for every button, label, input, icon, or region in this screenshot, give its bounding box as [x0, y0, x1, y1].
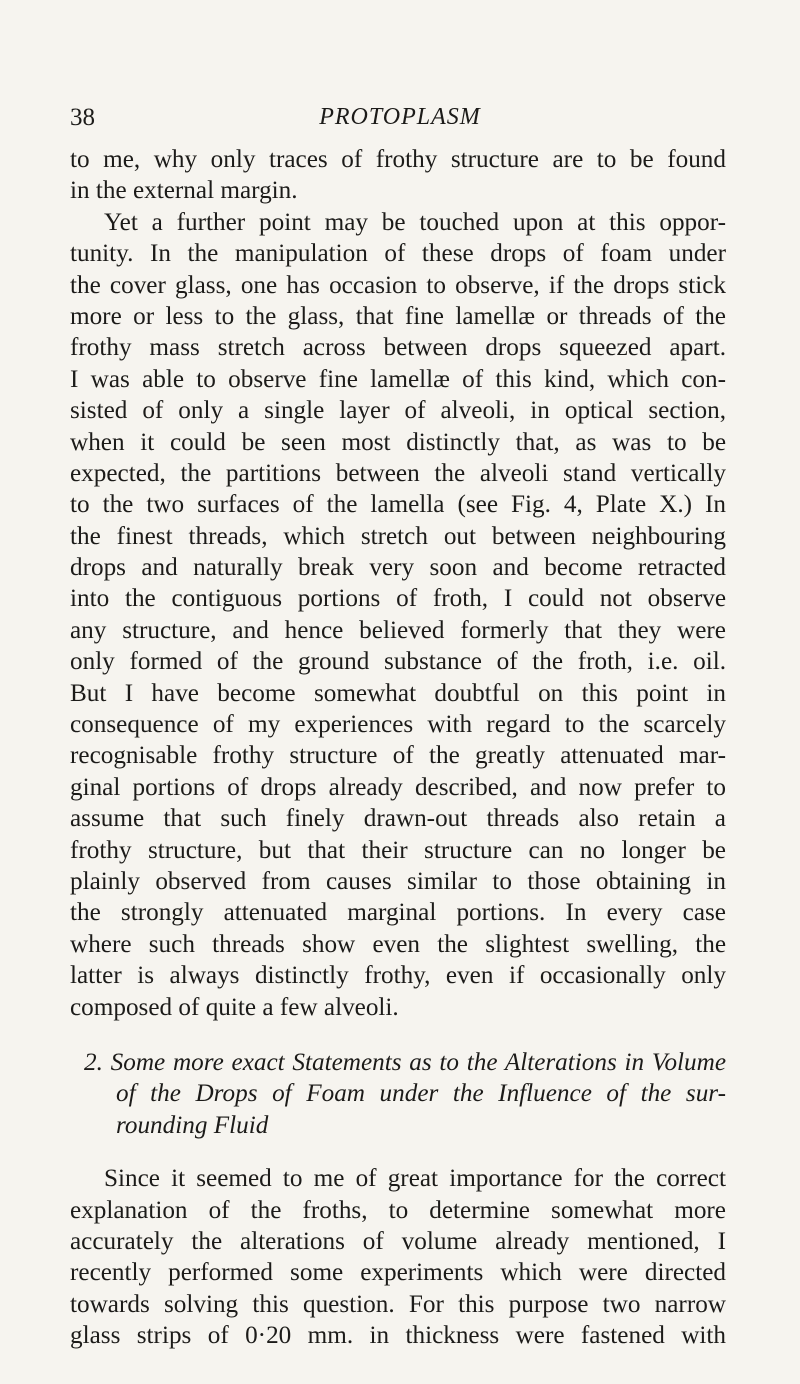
text-line: I was able to observe fine lamellæ of this kind, which con-	[70, 365, 726, 393]
text-line: accurately the alterations of volume already mentioned, I	[70, 1227, 726, 1255]
text-line: consequence of my experiences with regard to the scarcely	[70, 711, 726, 739]
text-line: glass strips of 0·20 mm. in thickness were fastened with	[70, 1322, 726, 1350]
text-line: where such threads show even the slightest swelling, the	[70, 930, 726, 958]
text-line: latter is always distinctly frothy, even if occasionally only	[70, 962, 726, 990]
text-line: the strongly attenuated marginal portions. In every case	[70, 899, 726, 927]
text-line: assume that such finely drawn-out threads also retain a	[70, 805, 726, 833]
running-title: PROTOPLASM	[319, 104, 481, 130]
text-line: frothy structure, but that their structure can no longer be	[70, 836, 726, 864]
paragraph-1	[70, 144, 726, 207]
text-line: Yet a further point may be touched upon at this oppor-	[104, 208, 726, 236]
page-number: 38	[70, 104, 95, 131]
heading-line: 2. Some more exact Statements as to the Alterations in Volume	[84, 1048, 726, 1076]
text-line: in the external margin.	[70, 177, 298, 205]
text-line: Since it seemed to me of great importance for the correct	[104, 1165, 726, 1193]
heading-line: of the Drops of Foam under the Influence of the sur-	[116, 1080, 726, 1108]
text-line: recognisable frothy structure of the greatly attenuated mar-	[70, 742, 726, 770]
text-line: composed of quite a few alveoli.	[70, 993, 399, 1021]
text-line: ginal portions of drops already described, and now prefer to	[70, 773, 726, 801]
text-line: into the contiguous portions of froth, I could not observe	[70, 585, 726, 613]
text-line: towards solving this question. For this purpose two narrow	[70, 1290, 726, 1318]
text-line: any structure, and hence believed formerly that they were	[70, 616, 726, 644]
text-line: only formed of the ground substance of the froth, i.e. oil.	[70, 648, 726, 676]
text-line: to the two surfaces of the lamella (see Fig. 4, Plate X.) In	[70, 491, 726, 519]
page-body	[70, 144, 726, 1351]
text-line: explanation of the froths, to determine somewhat more	[70, 1196, 726, 1224]
heading-line: rounding Fluid	[116, 1111, 269, 1139]
page-header	[70, 104, 730, 138]
paragraph-2	[70, 207, 726, 1023]
text-line: when it could be seen most distinctly that, as was to be	[70, 428, 726, 456]
text-line: recently performed some experiments which were directed	[70, 1259, 726, 1287]
text-line: frothy mass stretch across between drops squeezed apart.	[70, 334, 726, 362]
text-line: more or less to the glass, that fine lamellæ or threads of the	[70, 302, 726, 330]
paragraph-3	[70, 1163, 726, 1351]
text-line: expected, the partitions between the alveoli stand vertically	[70, 459, 726, 487]
text-line: the finest threads, which stretch out between neighbouring	[70, 522, 726, 550]
text-line: plainly observed from causes similar to those obtaining in	[70, 867, 726, 895]
text-line: sisted of only a single layer of alveoli, in optical section,	[70, 397, 726, 425]
text-line: the cover glass, one has occasion to observe, if the drops stick	[70, 271, 726, 299]
text-line: to me, why only traces of frothy structure are to be found	[70, 146, 726, 173]
section-heading	[70, 1047, 726, 1141]
text-line: tunity. In the manipulation of these drops of foam under	[70, 240, 726, 268]
text-line: drops and naturally break very soon and become retracted	[70, 554, 726, 582]
text-line: But I have become somewhat doubtful on this point in	[70, 679, 726, 707]
